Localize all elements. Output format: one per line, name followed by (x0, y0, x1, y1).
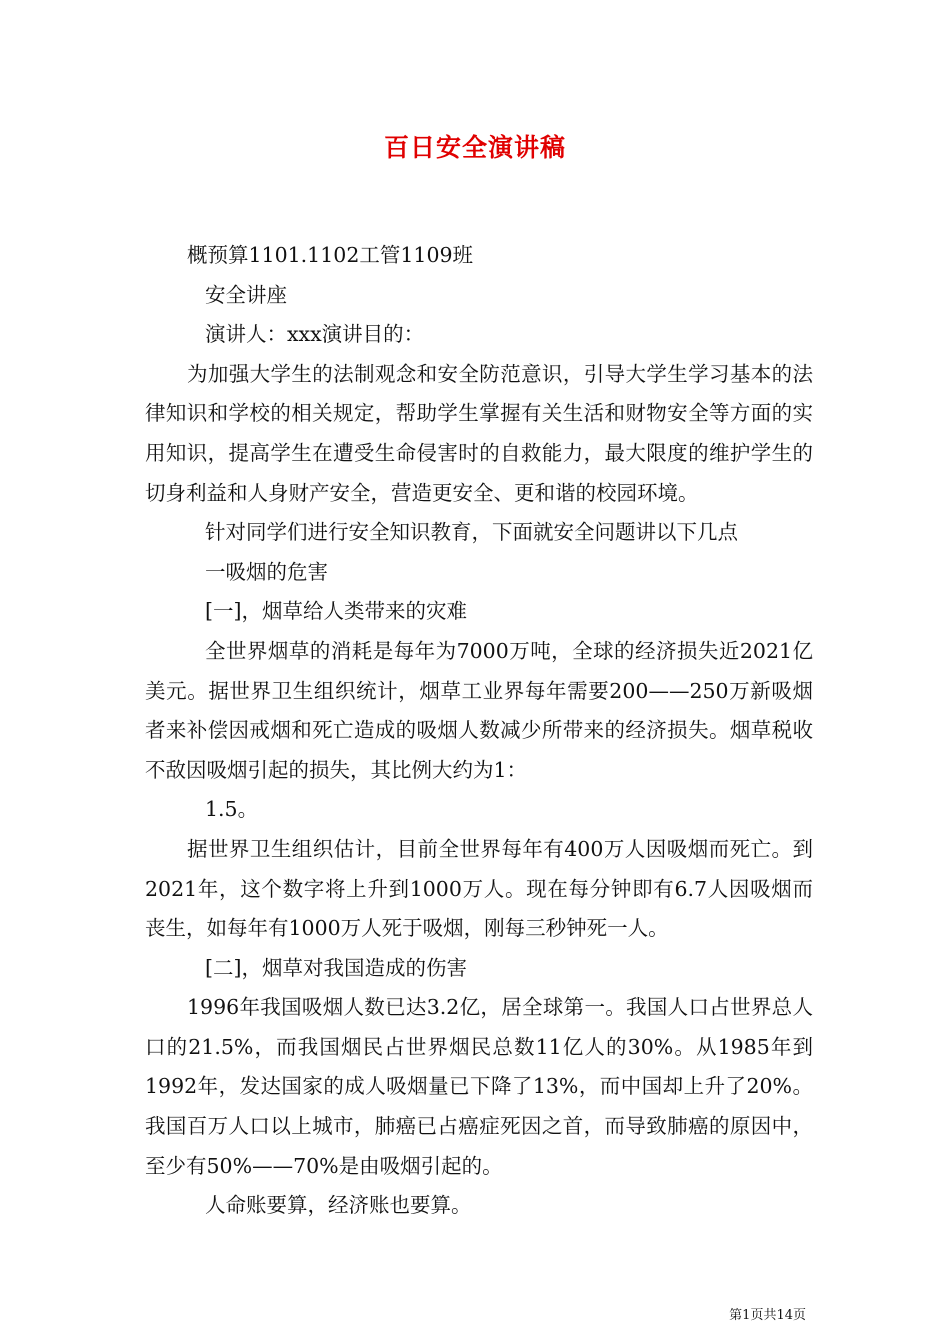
lecture-heading: 安全讲座 (205, 282, 287, 307)
intro-line: 针对同学们进行安全知识教育，下面就安全问题讲以下几点 (205, 520, 738, 545)
subsection-heading-1: [一]，烟草给人类带来的灾难 (205, 599, 467, 624)
closing-line: 人命账要算，经济账也要算。 (205, 1193, 472, 1218)
tobacco-consumption-paragraph: 全世界烟草的消耗是每年为7000万吨，全球的经济损失近2021亿美元。据世界卫生组织统计，烟草工业界每年需要200——250万新吸烟者来补偿因戒烟和死亡造成的吸烟人数减少所带来的经济损失。烟草税收不敌因吸烟引起的损失，其比例大约为1： (145, 638, 813, 782)
ratio-line: 1.5。 (205, 797, 259, 822)
speaker-line: 演讲人：xxx演讲目的： (205, 322, 425, 347)
subsection-heading-2: [二]，烟草对我国造成的伤害 (205, 955, 467, 980)
document-body (145, 236, 813, 1226)
china-smoking-paragraph: 1996年我国吸烟人数已达3.2亿，居全球第一。我国人口占世界总人口的21.5%，而我国烟民占世界烟民总数11亿人的30%。从1985年到1992年，发达国家的成人吸烟量已下降了13%，而中国却上升了20%。我国百万人口以上城市，肺癌已占癌症死因之首，而导致肺癌的原因中，至少有50%——70%是由吸烟引起的。 (145, 995, 813, 1178)
section-heading-smoking: 一吸烟的危害 (205, 559, 328, 584)
document-title: 百日安全演讲稿 (383, 133, 566, 162)
purpose-paragraph: 为加强大学生的法制观念和安全防范意识，引导大学生学习基本的法律知识和学校的相关规定，帮助学生掌握有关生活和财物安全等方面的实用知识，提高学生在遭受生命侵害时的自救能力，最大限度的维护学生的切身利益和人身财产安全，营造更安全、更和谐的校园环境。 (145, 361, 813, 505)
who-estimate-paragraph: 据世界卫生组织估计，目前全世界每年有400万人因吸烟而死亡。到2021年，这个数字将上升到1000万人。现在每分钟即有6.7人因吸烟而丧生，如每年有1000万人死于吸烟，刚每三秒钟死一人。 (145, 836, 813, 941)
class-line: 概预算1101.1102工管1109班 (187, 243, 474, 267)
page-number: 第1页共14页 (729, 1308, 806, 1323)
